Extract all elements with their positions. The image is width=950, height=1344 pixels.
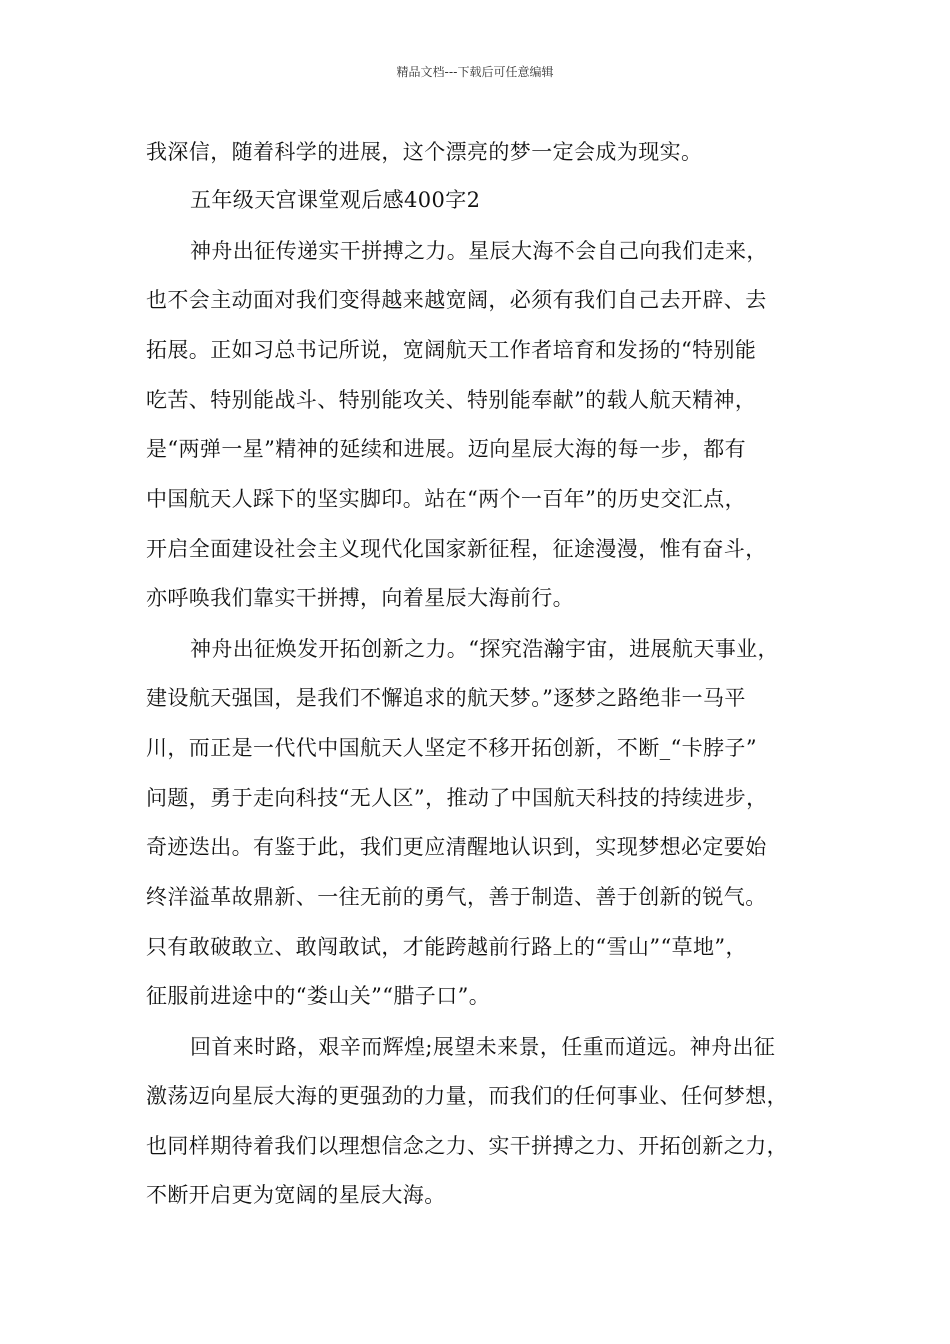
text-line: 川，而正是一代代中国航天人坚定不移开拓创新，不断_“卡脖子” bbox=[146, 736, 757, 760]
text-line: 是“两弹一星”精神的延续和进展。迈向星辰大海的每一步，都有 bbox=[146, 437, 747, 461]
text-line: 也同样期待着我们以理想信念之力、实干拼搏之力、开拓创新之力， bbox=[146, 1134, 788, 1158]
text-line: 神舟出征焕发开拓创新之力。“探究浩瀚宇宙，进展航天事业， bbox=[190, 637, 779, 661]
text-line: 建设航天强国，是我们不懈追求的航天梦。”逐梦之路绝非一马平 bbox=[146, 686, 746, 710]
text-line: 问题，勇于走向科技“无人区”，推动了中国航天科技的持续进步， bbox=[146, 786, 768, 810]
text-line: 中国航天人踩下的坚实脚印。站在“两个一百年”的历史交汇点， bbox=[146, 487, 747, 511]
text-line: 只有敢破敢立、敢闯敢试，才能跨越前行路上的“雪山”“草地”， bbox=[146, 935, 747, 959]
text-line: 我深信，随着科学的进展，这个漂亮的梦一定会成为现实。 bbox=[146, 140, 703, 164]
page-header: 精品文档---下载后可任意编辑 bbox=[396, 65, 554, 79]
text-line: 拓展。正如习总书记所说，宽阔航天工作者培育和发扬的“特别能 bbox=[146, 338, 757, 362]
text-line: 开启全面建设社会主义现代化国家新征程，征途漫漫，惟有奋斗， bbox=[146, 537, 767, 561]
text-line: 征服前进途中的“娄山关”“腊子口”。 bbox=[146, 984, 491, 1008]
text-line: 终洋溢革故鼎新、一往无前的勇气，善于制造、善于创新的锐气。 bbox=[146, 885, 767, 909]
text-line: 神舟出征传递实干拼搏之力。星辰大海不会自己向我们走来， bbox=[190, 239, 768, 263]
text-line: 也不会主动面对我们变得越来越宽阔，必须有我们自己去开辟、去 bbox=[146, 288, 767, 312]
text-line: 回首来时路，艰辛而辉煌;展望未来景，任重而道远。神舟出征 bbox=[190, 1035, 776, 1059]
section-heading: 五年级天宫课堂观后感400字2 bbox=[190, 188, 481, 212]
text-line: 不断开启更为宽阔的星辰大海。 bbox=[146, 1183, 446, 1207]
text-line: 亦呼唤我们靠实干拼搏，向着星辰大海前行。 bbox=[146, 586, 574, 610]
text-line: 激荡迈向星辰大海的更强劲的力量，而我们的任何事业、任何梦想， bbox=[146, 1084, 788, 1108]
text-line: 奇迹迭出。有鉴于此，我们更应清醒地认识到，实现梦想必定要始 bbox=[146, 835, 767, 859]
text-line: 吃苦、特别能战斗、特别能攻关、特别能奉献”的载人航天精神， bbox=[146, 388, 757, 412]
